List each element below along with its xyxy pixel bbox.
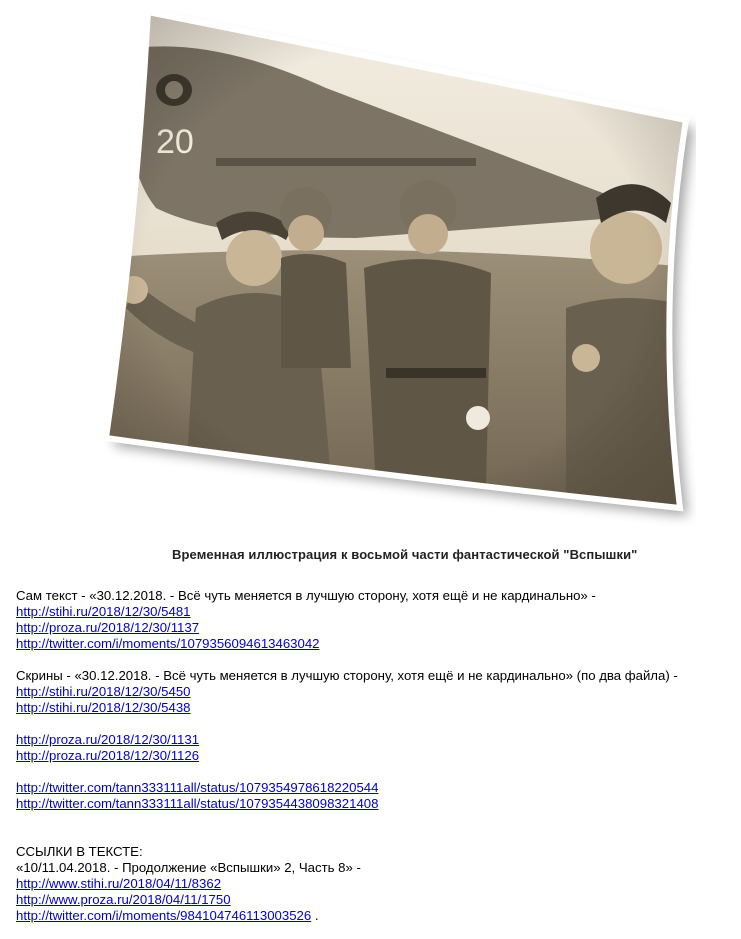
- links-heading: ССЫЛКИ В ТЕКСТЕ:: [16, 844, 143, 859]
- section3-link[interactable]: http://www.proza.ru/2018/04/11/1750: [16, 892, 231, 907]
- illustration-photo: [96, 8, 696, 528]
- screens-stihi-link[interactable]: http://stihi.ru/2018/12/30/5438: [16, 700, 191, 715]
- section1-link[interactable]: http://proza.ru/2018/12/30/1137: [16, 620, 200, 635]
- section3-link[interactable]: http://www.stihi.ru/2018/04/11/8362: [16, 876, 222, 891]
- section1-link[interactable]: http://stihi.ru/2018/12/30/5481: [16, 604, 191, 619]
- screens-proza-link[interactable]: http://proza.ru/2018/12/30/1126: [16, 748, 200, 763]
- screens-twitter-link[interactable]: http://twitter.com/tann333111all/status/1079354438098321408: [16, 796, 379, 811]
- photo-helicopter-crew-icon: [96, 8, 696, 528]
- screens-twitter-link[interactable]: http://twitter.com/tann333111all/status/1079354978618220544: [16, 780, 379, 795]
- article-text: [16, 588, 736, 924]
- last-link-suffix: .: [311, 908, 319, 923]
- spacer: [16, 812, 736, 828]
- section1-intro: Сам текст - «30.12.2018. - Всё чуть меняется в лучшую сторону, хотя ещё и не кардинально» -: [16, 588, 596, 603]
- section3-twitter-link[interactable]: http://twitter.com/i/moments/984104746113003526: [16, 908, 312, 923]
- spacer: [16, 716, 736, 732]
- spacer: [16, 764, 736, 780]
- section1-link[interactable]: http://twitter.com/i/moments/1079356094613463042: [16, 636, 320, 651]
- photo-caption: Временная иллюстрация к восьмой части фантастической "Вспышки": [172, 547, 638, 562]
- section3-intro: «10/11.04.2018. - Продолжение «Вспышки» 2, Часть 8» -: [16, 860, 361, 875]
- screens-stihi-link[interactable]: http://stihi.ru/2018/12/30/5450: [16, 684, 191, 699]
- last-link-line: [16, 908, 736, 924]
- screens-proza-link[interactable]: http://proza.ru/2018/12/30/1131: [16, 732, 200, 747]
- spacer: [16, 652, 736, 668]
- spacer: [16, 828, 736, 844]
- section2-intro: Скрины - «30.12.2018. - Всё чуть меняется в лучшую сторону, хотя ещё и не кардинально» (по два файла) -: [16, 668, 678, 683]
